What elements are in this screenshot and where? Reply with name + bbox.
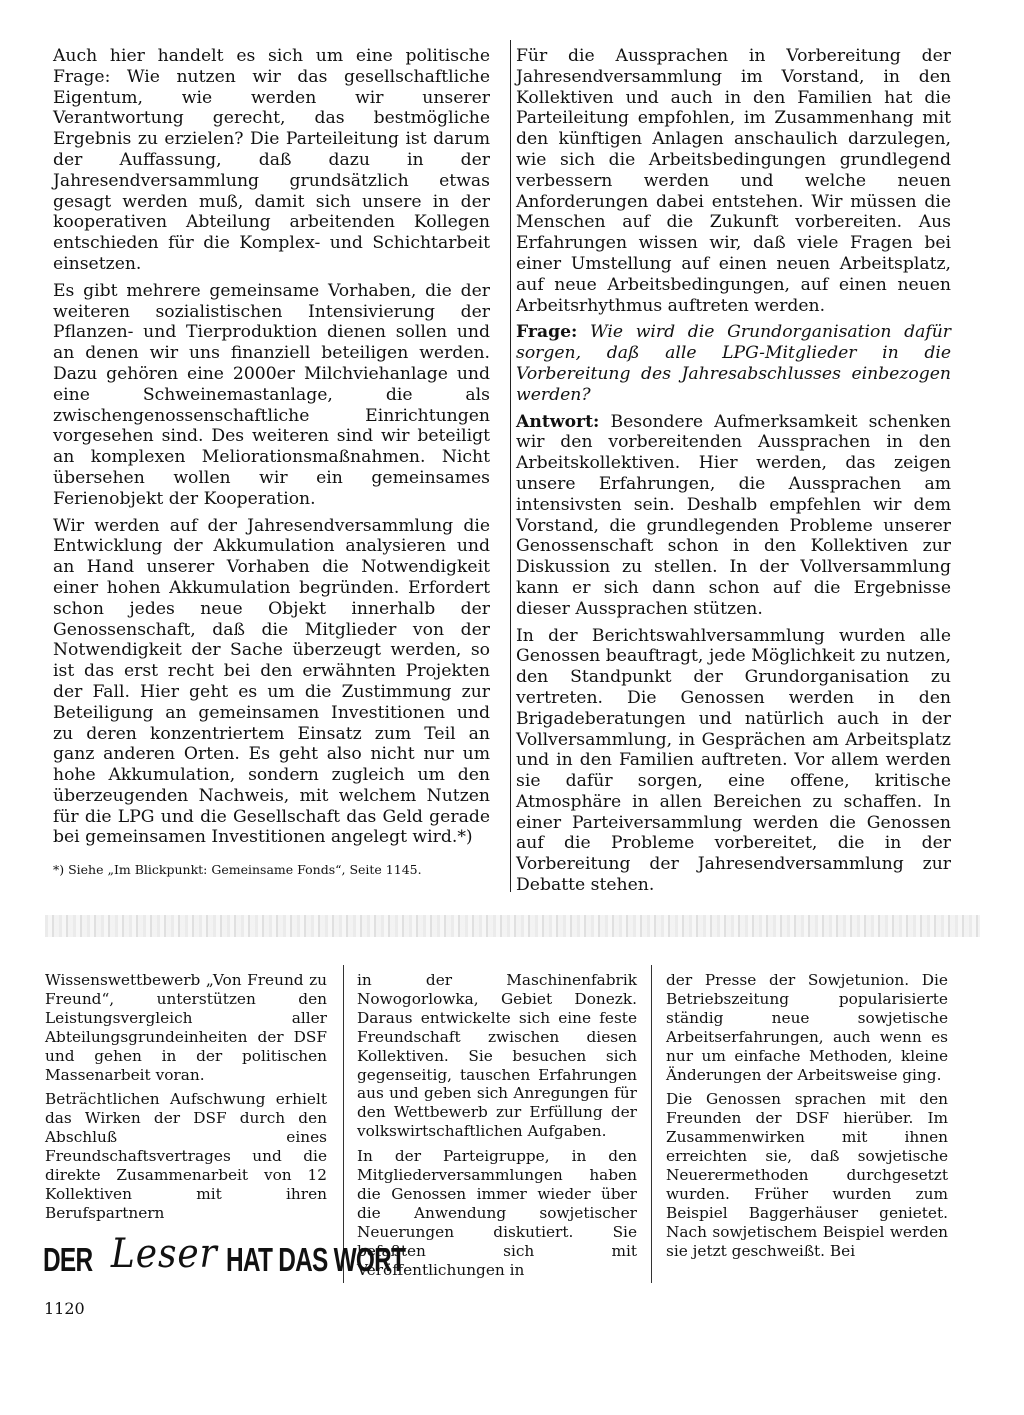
section-masthead xyxy=(43,1230,405,1278)
question-paragraph xyxy=(516,322,951,405)
article-paragraph: Es gibt mehrere gemeinsame Vorhaben, die der weiteren sozialistischen Intensivierung der Pflanzen- und Tierproduktion dienen sollen und an denen wir uns finanziell beteiligen werden. Dazu gehören eine 2000er Milchviehanlage und eine Schweinemastanlage, die als zwischengenossenschaftliche Einrichtungen vorgesehen sind. Des weiteren sind wir beteiligt an komplexen Meliorationsmaßnahmen. Nicht übersehen wollen wir ein gemeinsames Ferienobjekt der Kooperation. xyxy=(53,280,490,509)
letters-column-2 xyxy=(357,971,637,1280)
article-paragraph: Wir werden auf der Jahresendversammlung die Entwicklung der Akkumulation analysieren und an Hand unserer Vorhaben die Notwendigkeit einer hohen Akkumulation begründen. Erfordert schon jedes neue Objekt innerhalb der Genossenschaft, daß die Mitglieder von der Notwendigkeit der Sache überzeugt werden, so ist das erst recht bei den erwähnten Projekten der Fall. Hier geht es um die Zustimmung zur Beteiligung an gemeinsamen Investitionen und zu deren konzentriertem Einsatz zum Teil an ganz anderen Orten. Es geht also nicht nur um hohe Akkumulation, sondern zugleich um den überzeugenden Nachweis, mit welchem Nutzen für die LPG und die Gesellschaft das Geld gerade bei gemeinsamen Investitionen angelegt wird.*) xyxy=(53,515,490,848)
letters-paragraph: in der Maschinenfabrik Nowogorlowka, Gebiet Donezk. Daraus entwickelte sich eine feste Freundschaft zwischen diesen Kollektiven. Sie besuchen sich gegenseitig, tauschen Erfahrungen aus und geben sich Anregungen für den Wettbewerb zur Erfüllung der volkswirtschaftlichen Aufgaben. xyxy=(357,971,637,1141)
article-column-left xyxy=(53,46,490,848)
masthead-script: Leser xyxy=(110,1231,218,1277)
letters-paragraph: In der Parteigruppe, in den Mitgliederversammlungen haben die Genossen immer wieder über die Anwendung sowjetischer Neuerungen diskutiert. Sie befaßten sich mit Veröffentlichungen in xyxy=(357,1147,637,1279)
column-divider xyxy=(510,40,511,892)
letters-paragraph: Beträchtlichen Aufschwung erhielt das Wirken der DSF durch den Abschluß eines Freundschaftsvertrages und die direkte Zusammenarbeit von 12 Kollektiven mit ihren Berufspartnern xyxy=(45,1090,327,1222)
answer-label: Antwort: xyxy=(516,411,600,432)
masthead-left: DER xyxy=(43,1241,93,1278)
masthead-right: HAT DAS WORT xyxy=(225,1241,405,1278)
column-divider xyxy=(651,965,652,1283)
footnote: *) Siehe „Im Blickpunkt: Gemeinsame Fonds“, Seite 1145. xyxy=(53,862,422,877)
article-paragraph: Auch hier handelt es sich um eine politische Frage: Wie nutzen wir das gesellschaftliche Eigentum, wie werden wir unserer Verantwortung gerecht, das bestmögliche Ergebnis zu erzielen? Die Parteileitung ist darum der Auffassung, daß dazu in der Jahresendversammlung grundsätzlich etwas gesagt werden muß, damit sich unsere in der kooperativen Abteilung arbeitenden Kollegen entschieden für die Komplex- und Schichtarbeit einsetzen. xyxy=(53,46,490,274)
letters-column-3 xyxy=(666,971,948,1261)
column-divider xyxy=(343,965,344,1283)
answer-paragraph xyxy=(516,412,951,620)
page-number: 1120 xyxy=(44,1299,85,1318)
letters-paragraph: Wissenswettbewerb „Von Freund zu Freund“, unterstützen den Leistungsvergleich aller Abteilungsgrundeinheiten der DSF und gehen in der politischen Massenarbeit voran. xyxy=(45,971,327,1084)
article-paragraph: In der Berichtswahlversammlung wurden alle Genossen beauftragt, jede Möglichkeit zu nutzen, den Standpunkt der Grundorganisation zu vertreten. Die Genossen werden in den Brigadeberatungen und natürlich auch in der Vollversammlung, in Gesprächen am Arbeitsplatz und in den Familien auftreten. Vor allem werden sie dafür sorgen, eine offene, kritische Atmosphäre in allen Bereichen zu schaffen. In einer Parteiversammlung werden die Genossen auf die Probleme vorbereitet, die in der Vorbereitung der Jahresendversammlung zur Debatte stehen. xyxy=(516,625,951,896)
letters-column-1 xyxy=(45,971,327,1223)
article-paragraph: Für die Aussprachen in Vorbereitung der Jahresendversammlung im Vorstand, in den Kollektiven und auch in den Familien hat die Parteileitung empfohlen, im Zusammenhang mit den künftigen Anlagen anschaulich darzulegen, wie sich die Arbeitsbedingungen grundlegend verbessern werden und welche neuen Anforderungen dabei entstehen. Wir müssen die Menschen auf die Zukunft vorbereiten. Aus Erfahrungen wissen wir, daß viele Fragen bei einer Umstellung auf einen neuen Arbeitsplatz, auf neue Arbeitsbedingungen, auf einen neuen Arbeitsrhythmus auftreten werden. xyxy=(516,46,951,316)
article-column-right xyxy=(516,46,951,896)
section-separator-band xyxy=(45,915,980,937)
letters-paragraph: Die Genossen sprachen mit den Freunden der DSF hierüber. Im Zusammenwirken mit ihnen erreichten sie, daß sowjetische Neuerermethoden durchgesetzt wurden. Früher wurden zum Beispiel Baggerhäuser genietet. Nach sowjetischem Beispiel werden sie jetzt geschweißt. Bei xyxy=(666,1090,948,1260)
letters-paragraph: der Presse der Sowjetunion. Die Betriebszeitung popularisierte ständig neue sowjetische Arbeitserfahrungen, auch wenn es nur um einfache Methoden, kleine Änderungen der Arbeitsweise ging. xyxy=(666,971,948,1084)
question-text: Wie wird die Grundorganisation dafür sorgen, daß alle LPG-Mitglieder in die Vorbereitung des Jahresabschlusses einbezogen werden? xyxy=(516,322,951,405)
answer-text: Besondere Aufmerksamkeit schenken wir den vorbereitenden Aussprachen in den Arbeitskollektiven. Hier werden, das zeigen unsere Erfahrungen, die Aussprachen am intensivsten sein. Deshalb empfehlen wir dem Vorstand, die grundlegenden Probleme unserer Genossenschaft schon in den Kollektiven zur Diskussion zu stellen. In der Vollversammlung kann er sich dann schon auf die Ergebnisse dieser Aussprachen stützen. xyxy=(516,411,951,619)
question-label: Frage: xyxy=(516,322,578,343)
